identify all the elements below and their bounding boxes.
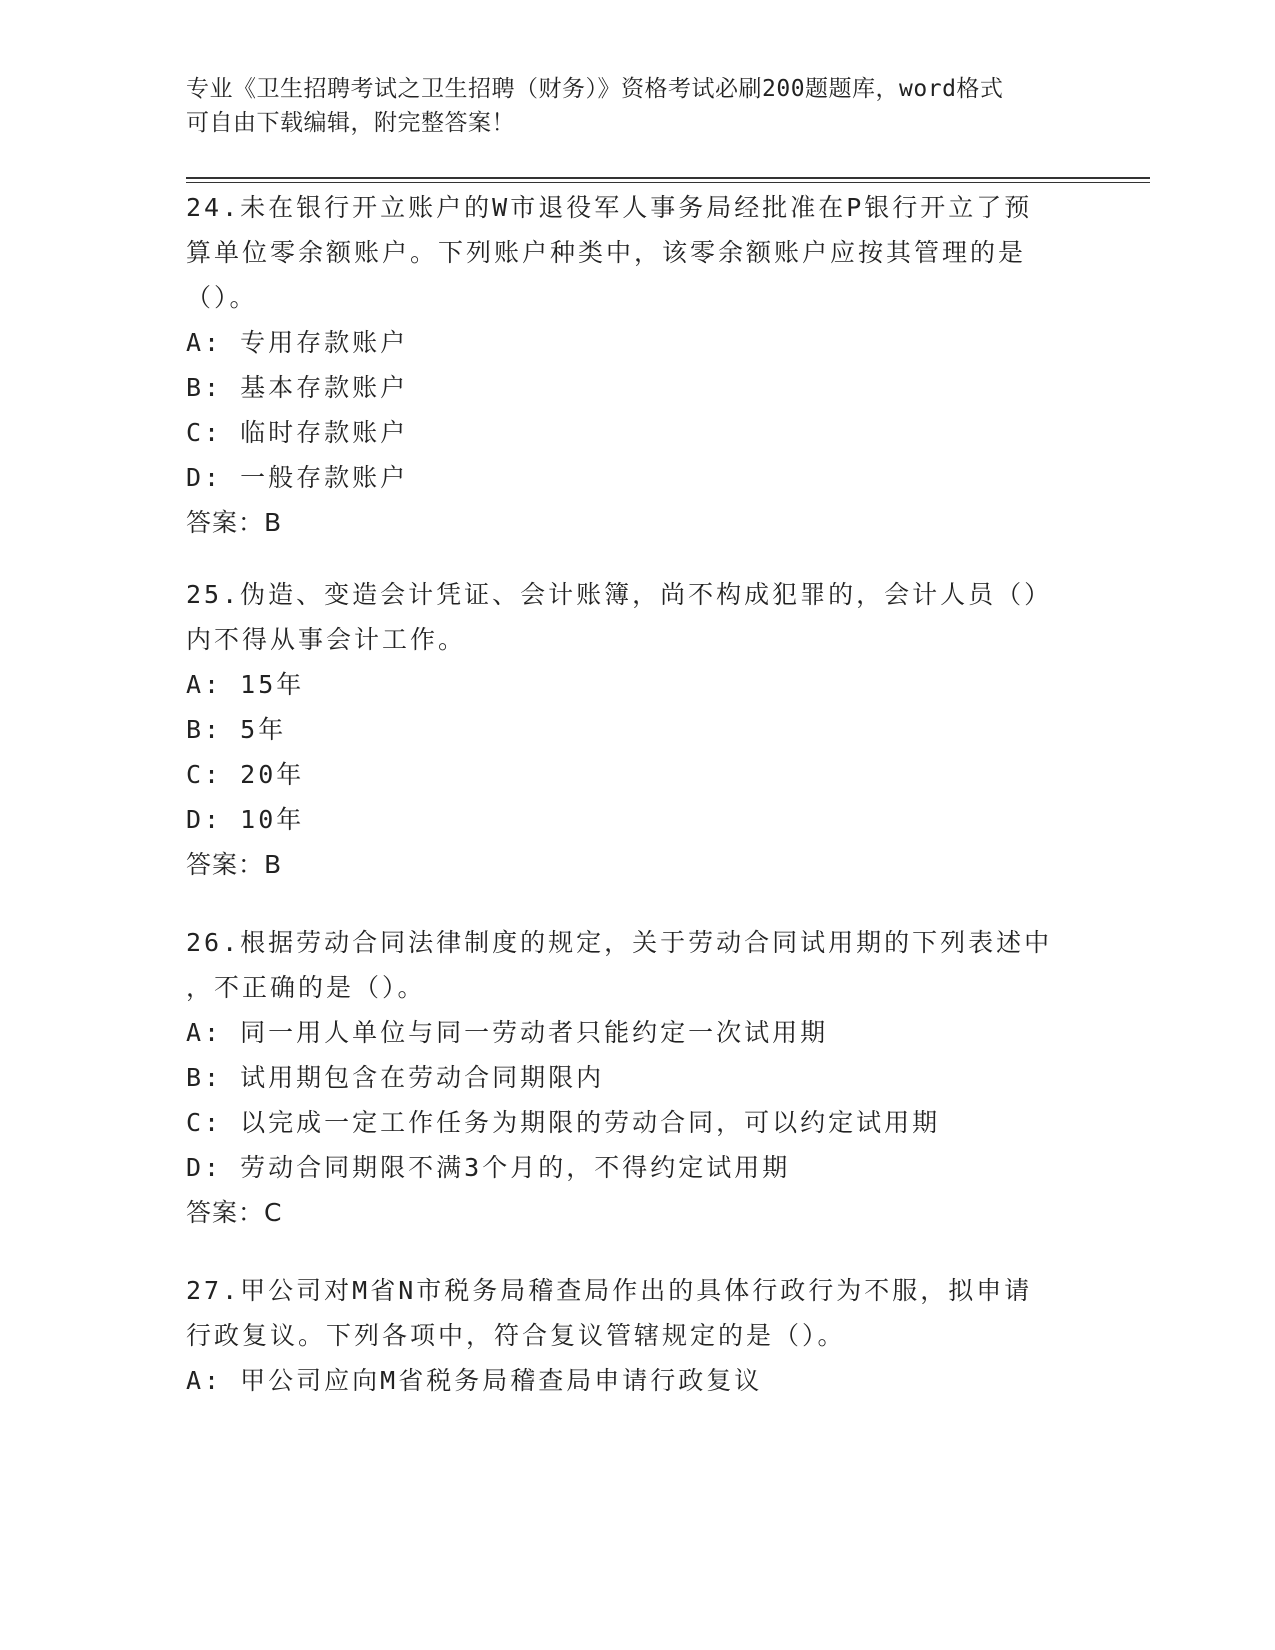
question-text-line: 24.未在银行开立账户的W市退役军人事务局经批准在P银行开立了预 [186,193,1033,222]
option-a: A: 同一用人单位与同一劳动者只能约定一次试用期 [186,1018,829,1047]
option-d: D: 劳动合同期限不满3个月的，不得约定试用期 [186,1153,791,1182]
question-text-line: 行政复议。下列各项中，符合复议管辖规定的是（）。 [186,1321,846,1350]
document-header [186,72,1086,140]
question-25 [186,572,1086,887]
option-c: C: 临时存款账户 [186,418,409,447]
question-27 [186,1268,1086,1403]
question-text-line: （）。 [186,283,258,312]
header-line: 可自由下载编辑，附完整答案！ [186,110,515,136]
option-c: C: 以完成一定工作任务为期限的劳动合同，可以约定试用期 [186,1108,941,1137]
question-26 [186,920,1086,1235]
question-text-line: 26.根据劳动合同法律制度的规定，关于劳动合同试用期的下列表述中 [186,928,1053,957]
option-b: B: 基本存款账户 [186,373,409,402]
question-text-line: 25.伪造、变造会计凭证、会计账簿，尚不构成犯罪的，会计人员（） [186,580,1053,609]
option-d: D: 10年 [186,805,305,834]
option-d: D: 一般存款账户 [186,463,409,492]
header-divider [186,177,1150,179]
header-line: 专业《卫生招聘考试之卫生招聘（财务）》资格考试必刷200题题库，word格式 [186,76,1004,102]
option-a: A: 专用存款账户 [186,328,409,357]
option-a: A: 甲公司应向M省税务局稽查局申请行政复议 [186,1366,763,1395]
question-text-line: 27.甲公司对M省N市税务局稽查局作出的具体行政行为不服，拟申请 [186,1276,1033,1305]
option-b: B: 5年 [186,715,287,744]
answer-label: 答案：B [186,850,283,879]
header-divider-thin [186,182,1150,183]
option-c: C: 20年 [186,760,305,789]
option-a: A: 15年 [186,670,305,699]
option-b: B: 试用期包含在劳动合同期限内 [186,1063,605,1092]
answer-label: 答案：B [186,508,283,537]
question-text-line: 算单位零余额账户。下列账户种类中，该零余额账户应按其管理的是 [186,238,1027,267]
question-text-line: 内不得从事会计工作。 [186,625,467,654]
question-24 [186,185,1086,545]
answer-label: 答案：C [186,1198,283,1227]
question-text-line: ，不正确的是（）。 [186,973,426,1002]
